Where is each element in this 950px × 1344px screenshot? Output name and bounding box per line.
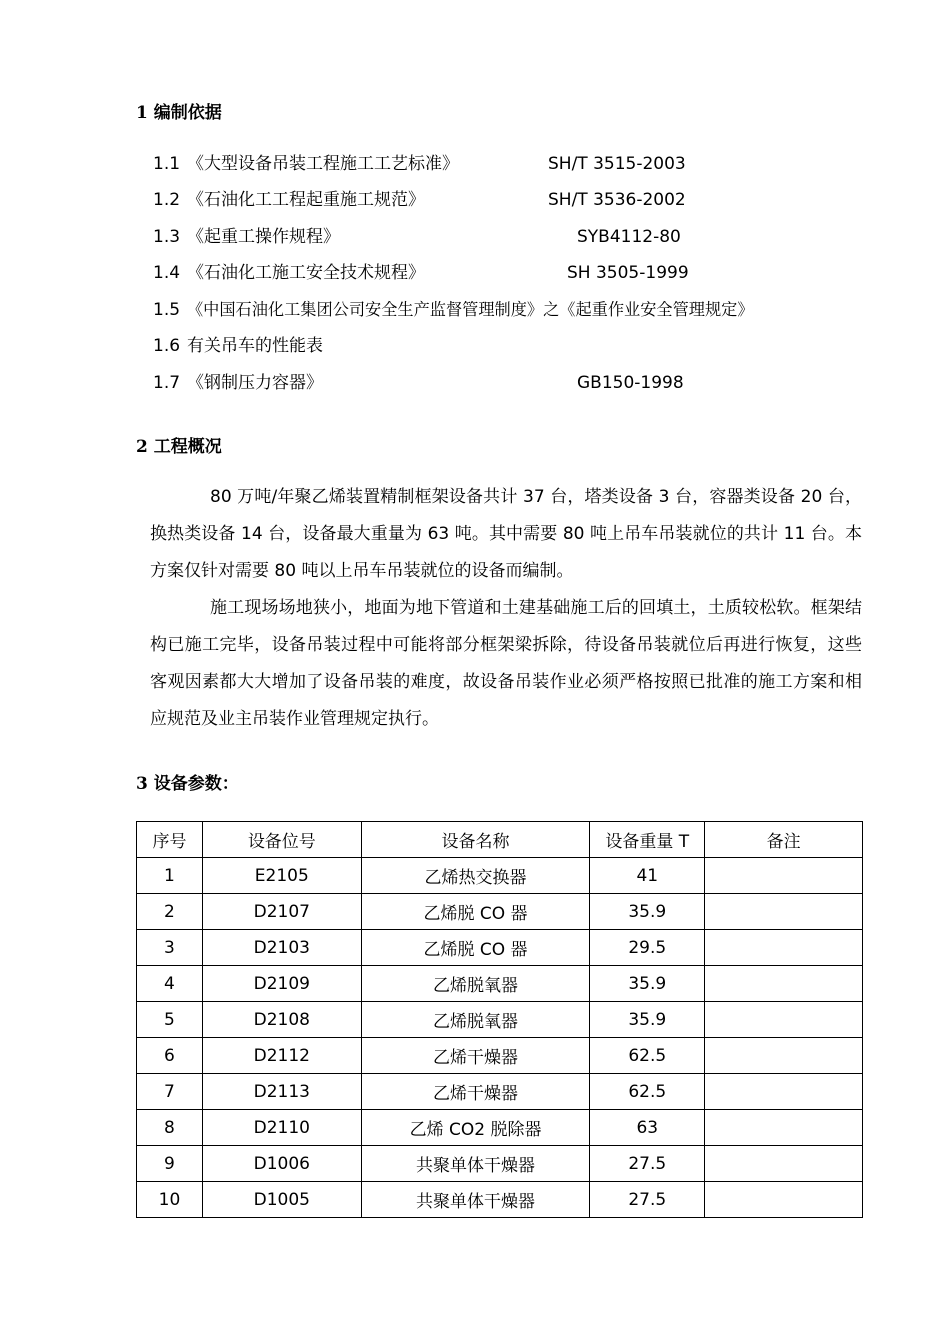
cell-remarks	[705, 1074, 863, 1110]
overview-paragraph-1: 80 万吨/年聚乙烯装置精制框架设备共计 37 台，塔类设备 3 台，容器类设备 20 台，换热类设备 14 台，设备最大重量为 63 吨。其中需要 80 吨上吊车吊装就位的共计 11 台。本方案仅针对需要 80 吨以上吊车吊装就位的设备而编制。	[150, 487, 862, 581]
reference-item-6	[153, 335, 323, 357]
column-header-tag: 设备位号	[202, 822, 361, 858]
cell-tag: D1005	[202, 1182, 361, 1218]
table-row	[137, 1182, 863, 1218]
reference-item-5	[153, 299, 754, 321]
cell-index: 9	[137, 1146, 203, 1182]
reference-item-1	[153, 153, 459, 175]
cell-weight: 41	[590, 858, 705, 894]
table-row	[137, 966, 863, 1002]
column-header-name: 设备名称	[361, 822, 590, 858]
reference-title: 《起重工操作规程》	[187, 227, 340, 247]
reference-number: 1.2	[153, 190, 181, 210]
cell-index: 6	[137, 1038, 203, 1074]
cell-tag: D2107	[202, 894, 361, 930]
reference-number: 1.1	[153, 154, 181, 174]
cell-weight: 62.5	[590, 1038, 705, 1074]
reference-title: 《中国石油化工集团公司安全生产监督管理制度》之《起重作业安全管理规定》	[187, 300, 754, 319]
section-3-heading: 3 设备参数：	[136, 774, 239, 794]
cell-remarks	[705, 858, 863, 894]
section-1-heading: 1 编制依据	[136, 103, 222, 123]
reference-item-3	[153, 226, 340, 248]
table-row	[137, 894, 863, 930]
cell-index: 8	[137, 1110, 203, 1146]
reference-item-4	[153, 262, 425, 284]
cell-tag: D2110	[202, 1110, 361, 1146]
cell-index: 10	[137, 1182, 203, 1218]
cell-name: 乙烯 CO2 脱除器	[361, 1110, 590, 1146]
cell-weight: 27.5	[590, 1146, 705, 1182]
section-2-heading: 2 工程概况	[136, 437, 222, 457]
reference-item-2	[153, 189, 425, 211]
cell-weight: 27.5	[590, 1182, 705, 1218]
table-row	[137, 930, 863, 966]
cell-tag: D2113	[202, 1074, 361, 1110]
cell-index: 3	[137, 930, 203, 966]
reference-title: 《石油化工工程起重施工规范》	[187, 190, 425, 210]
table-row	[137, 1002, 863, 1038]
cell-name: 乙烯脱氧器	[361, 1002, 590, 1038]
reference-number: 1.6	[153, 336, 181, 356]
cell-tag: D2112	[202, 1038, 361, 1074]
cell-index: 5	[137, 1002, 203, 1038]
cell-name: 共聚单体干燥器	[361, 1146, 590, 1182]
reference-title: 有关吊车的性能表	[187, 336, 323, 356]
table-row	[137, 858, 863, 894]
equipment-table	[136, 821, 863, 1218]
cell-weight: 35.9	[590, 966, 705, 1002]
reference-title: 《大型设备吊装工程施工工艺标准》	[187, 154, 459, 174]
cell-weight: 35.9	[590, 894, 705, 930]
column-header-weight: 设备重量 T	[590, 822, 705, 858]
table-row	[137, 1146, 863, 1182]
cell-tag: D2109	[202, 966, 361, 1002]
cell-remarks	[705, 966, 863, 1002]
reference-number: 1.4	[153, 263, 181, 283]
table-row	[137, 1038, 863, 1074]
reference-code: SH/T 3536-2002	[548, 190, 686, 210]
reference-number: 1.7	[153, 373, 181, 393]
cell-remarks	[705, 1146, 863, 1182]
reference-code: SH 3505-1999	[567, 263, 689, 283]
overview-paragraph-2: 施工现场场地狭小，地面为地下管道和土建基础施工后的回填土，土质较松软。框架结构已施工完毕，设备吊装过程中可能将部分框架梁拆除，待设备吊装就位后再进行恢复，这些客观因素都大大增加了设备吊装的难度，故设备吊装作业必须严格按照已批准的施工方案和相应规范及业主吊装作业管理规定执行。	[150, 598, 862, 729]
cell-remarks	[705, 894, 863, 930]
reference-item-7	[153, 372, 323, 394]
cell-index: 2	[137, 894, 203, 930]
cell-tag: D2108	[202, 1002, 361, 1038]
cell-remarks	[705, 930, 863, 966]
cell-weight: 29.5	[590, 930, 705, 966]
cell-weight: 63	[590, 1110, 705, 1146]
cell-name: 乙烯脱 CO 器	[361, 894, 590, 930]
cell-name: 乙烯脱氧器	[361, 966, 590, 1002]
cell-name: 共聚单体干燥器	[361, 1182, 590, 1218]
cell-tag: D2103	[202, 930, 361, 966]
reference-title: 《钢制压力容器》	[187, 373, 323, 393]
cell-remarks	[705, 1110, 863, 1146]
table-header-row	[137, 822, 863, 858]
cell-tag: E2105	[202, 858, 361, 894]
cell-name: 乙烯干燥器	[361, 1038, 590, 1074]
cell-name: 乙烯热交换器	[361, 858, 590, 894]
reference-code: SH/T 3515-2003	[548, 154, 686, 174]
cell-remarks	[705, 1038, 863, 1074]
cell-weight: 62.5	[590, 1074, 705, 1110]
table-row	[137, 1110, 863, 1146]
cell-index: 7	[137, 1074, 203, 1110]
cell-index: 1	[137, 858, 203, 894]
table-row	[137, 1074, 863, 1110]
cell-remarks	[705, 1002, 863, 1038]
cell-remarks	[705, 1182, 863, 1218]
reference-number: 1.5	[153, 300, 181, 320]
reference-code: SYB4112-80	[577, 227, 681, 247]
cell-name: 乙烯干燥器	[361, 1074, 590, 1110]
reference-number: 1.3	[153, 227, 181, 247]
cell-tag: D1006	[202, 1146, 361, 1182]
column-header-remarks: 备注	[705, 822, 863, 858]
cell-name: 乙烯脱 CO 器	[361, 930, 590, 966]
cell-weight: 35.9	[590, 1002, 705, 1038]
column-header-index: 序号	[137, 822, 203, 858]
reference-title: 《石油化工施工安全技术规程》	[187, 263, 425, 283]
reference-code: GB150-1998	[577, 373, 684, 393]
cell-index: 4	[137, 966, 203, 1002]
